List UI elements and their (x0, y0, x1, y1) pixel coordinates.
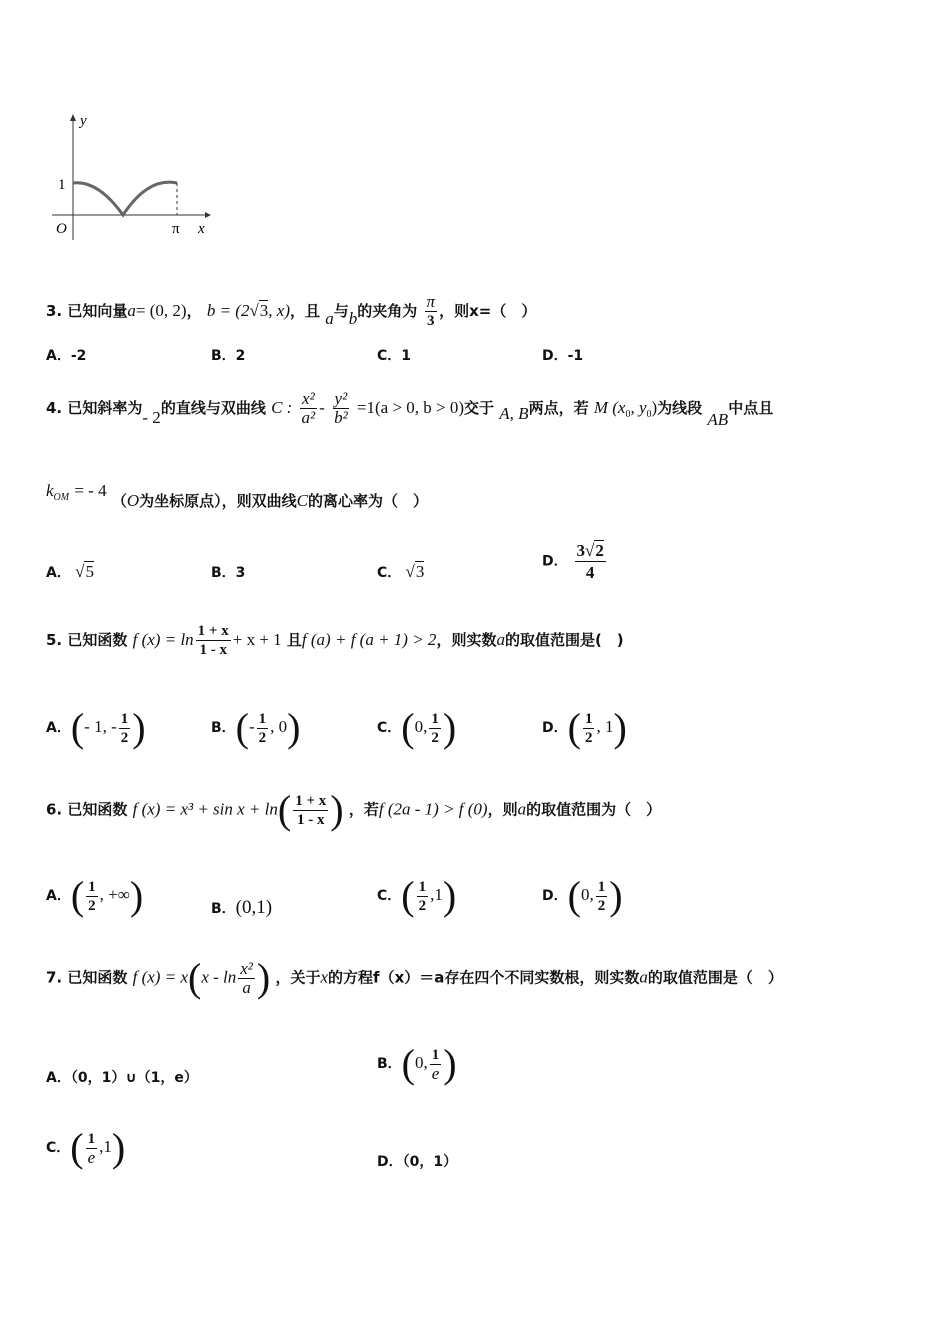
q6-option-d[interactable]: D．(0, $\frac{1}{2}$ ) (542, 873, 623, 918)
q5-option-d[interactable]: D．( $\frac{1}{2}$ , 1) (542, 705, 627, 750)
x-label: x (198, 221, 205, 237)
q7-option-a[interactable]: A．（0，1）∪（1，e） (46, 1070, 198, 1086)
q7-option-d[interactable]: D．（0，1） (377, 1154, 458, 1170)
q3-option-c[interactable]: C．1 (377, 348, 412, 364)
q4-option-c[interactable]: C． √3 (377, 562, 425, 581)
curve (73, 182, 177, 215)
q7-option-c[interactable]: C．( $\frac{1}{e}$ ,1) (46, 1125, 126, 1170)
q6-option-b[interactable]: B．(0,1) (211, 897, 273, 918)
question-4-line2: $k_{OM}$ = - 4 （O为坐标原点），则双曲线C的离心率为（ ） (46, 481, 428, 510)
q3-option-b[interactable]: B．2 (211, 348, 246, 364)
q6-option-a[interactable]: A．( $\frac{1}{2}$ , +∞) (46, 873, 144, 918)
question-6: 6. 已知函数 f (x) = x³ + sin x + ln( $\frac{1 + x}{1 - x}$ ) ，若f (2a - 1) > f (0)，则a的取值范围为（ ） (46, 787, 662, 832)
q4-option-d[interactable]: D． $\frac{3√2}{4}$ (542, 541, 604, 582)
question-3: 3. 已知向量a= (0, 2)， b = (2√3, x)，且 a与b的夹角为 $\frac{\pi}{3}$ ，则x=（ ） (46, 292, 537, 329)
function-graph (40, 105, 220, 245)
q7-option-b[interactable]: B．(0, $\frac{1}{e}$ ) (377, 1041, 457, 1086)
q5-option-a[interactable]: A．(- 1, - $\frac{1}{2}$ ) (46, 705, 146, 750)
pi-label: π (172, 221, 180, 237)
origin-label: O (56, 221, 67, 237)
question-5: 5. 已知函数 f (x) = ln $\frac{1 + x}{1 - x}$ + x + 1 且f (a) + f (a + 1) > 2，则实数a的取值范围是( ) (46, 623, 624, 658)
q3-option-a[interactable]: A．-2 (46, 348, 87, 364)
one-label: 1 (58, 177, 66, 193)
q5-option-c[interactable]: C．(0, $\frac{1}{2}$ ) (377, 705, 457, 750)
q4-option-b[interactable]: B．3 (211, 565, 246, 581)
y-label: y (80, 113, 87, 129)
q5-option-b[interactable]: B．(- $\frac{1}{2}$ , 0) (211, 705, 301, 750)
q3-option-d[interactable]: D．-1 (542, 348, 584, 364)
y-axis-arrow (70, 114, 76, 121)
q4-option-a[interactable]: A． √5 (46, 562, 94, 581)
question-4: 4. 已知斜率为- 2的直线与双曲线 C : $\frac{\text{x²}}{\text{a²}}$ - $\frac{\text{y²}}{\text{b²}}$ =1(a > 0, b > 0)交于 A, B两点，若 M ($x_0$, $y_0$)为线段 AB中点且 (46, 389, 774, 429)
x-axis-arrow (205, 212, 211, 218)
question-7: 7. 已知函数 f (x) = x(x - ln $\frac{\text{x²}}{a}$ ) ，关于x的方程f（x）＝a存在四个不同实数根，则实数a的取值范围是（ ） (46, 955, 783, 1000)
q6-option-c[interactable]: C．( $\frac{1}{2}$ ,1) (377, 873, 457, 918)
